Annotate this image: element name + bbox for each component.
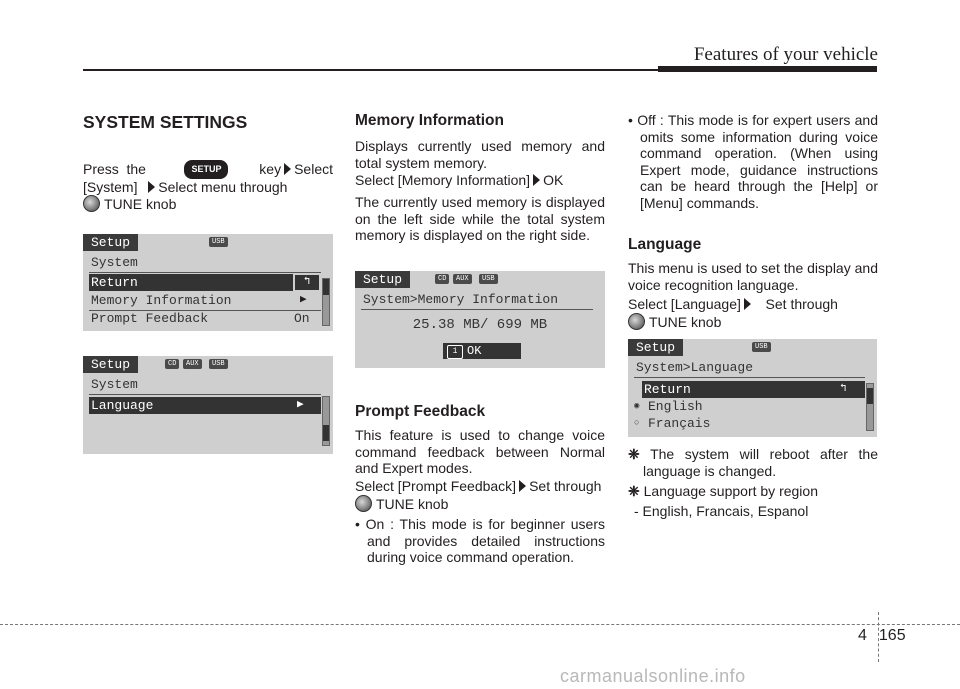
cd-badge: CD [165, 359, 179, 369]
screen-divider [361, 309, 593, 310]
note-icon: ❈ [628, 483, 640, 499]
memory-value: 25.38 MB/ 699 MB [412, 317, 548, 333]
language-select: Select [Language] Set through TUNE knob [628, 296, 838, 330]
system-settings-instructions: Press the SETUP key Select [System] Select menu through TUNE knob [83, 161, 334, 212]
screen-row-language: Language [89, 397, 321, 414]
section-heading-language: Language [628, 236, 702, 253]
memory-select: Select [Memory Information] OK [355, 172, 564, 188]
section-heading-prompt: Prompt Feedback [355, 403, 486, 420]
section-heading-system-settings: SYSTEM SETTINGS [83, 112, 248, 132]
screen-row-english: English [648, 399, 703, 414]
chapter-number: 4 [858, 627, 867, 644]
note-languages: - English, Francais, Espanol [634, 503, 809, 519]
screen-title: System>Language [636, 360, 754, 375]
chevron-right-icon: ▶ [300, 294, 307, 306]
chevron-right-icon: ▶ [297, 399, 304, 411]
screen-row-memory: Memory Information [91, 293, 232, 308]
number-badge-icon: 1 [447, 345, 463, 359]
screen-title: System [91, 377, 138, 392]
note-reboot: ❈ The system will reboot after the language is changed. [628, 446, 878, 479]
note-language-support: ❈ Language support by region [628, 483, 818, 499]
screen-row-return: Return [642, 381, 865, 398]
scrollbar [866, 383, 874, 431]
prompt-select: Select [Prompt Feedback] Set through TUNE knob [355, 478, 602, 512]
scrollbar [322, 278, 330, 326]
return-icon: ↰ [295, 275, 319, 290]
screen-row-prompt: Prompt Feedback [91, 311, 209, 326]
memory-detail: The currently used memory is displayed on the left side while the total system memory is displayed on the right side. [355, 194, 605, 243]
header-rule [83, 69, 658, 71]
setup-language-screen [83, 356, 333, 454]
screen-row-return: Return [89, 274, 293, 291]
page-index: 165 [878, 627, 906, 644]
usb-badge: USB [752, 342, 771, 352]
arrow-icon [148, 181, 155, 193]
screen-divider [89, 272, 321, 273]
usb-badge: USB [479, 274, 498, 284]
scrollbar [322, 396, 330, 446]
screen-tab: Setup [83, 234, 138, 251]
bullet-off: • Off : This mode is for expert users and omits some information during voice command operation. (When using Expert mode, guidance instructions can be heard through the [Help] or [Menu] commands. [628, 112, 879, 211]
usb-badge: USB [209, 237, 228, 247]
arrow-icon [744, 298, 751, 310]
header-bar [658, 66, 877, 72]
radio-empty-icon: ○ [634, 418, 640, 428]
arrow-icon [284, 163, 291, 175]
radio-selected-icon: ◉ [634, 401, 640, 411]
screen-tab: Setup [83, 356, 138, 373]
bullet-on: • On : This mode is for beginner users and provides detailed instructions during voice command operation. [355, 516, 605, 565]
screen-divider [89, 394, 321, 395]
setup-key-icon: SETUP [184, 160, 228, 179]
tune-knob-icon [355, 495, 372, 512]
footer-rule [0, 624, 960, 625]
return-icon: ↰ [840, 383, 847, 395]
tune-knob-icon [628, 313, 645, 330]
tune-knob-icon [83, 195, 100, 212]
screen-divider [634, 377, 865, 378]
ok-label: OK [467, 344, 482, 358]
screen-title: System [91, 255, 138, 270]
header-title: Features of your vehicle [693, 44, 878, 65]
aux-badge: AUX [183, 359, 202, 369]
screen-title: System>Memory Information [363, 292, 559, 307]
memory-info-screen [355, 271, 605, 368]
language-desc: This menu is used to set the display and voice recognition language. [628, 260, 878, 293]
usb-badge: USB [209, 359, 228, 369]
ok-button [443, 343, 521, 359]
cd-badge: CD [435, 274, 449, 284]
watermark: carmanualsonline.info [560, 666, 746, 686]
language-screen [628, 339, 877, 437]
section-heading-memory: Memory Information [355, 112, 504, 129]
arrow-icon [533, 174, 540, 186]
arrow-icon [519, 480, 526, 492]
screen-row-francais: Français [648, 416, 711, 431]
page-number [858, 627, 906, 645]
on-value: On [294, 311, 310, 326]
prompt-desc: This feature is used to change voice command feedback between Normal and Expert modes. [355, 427, 605, 476]
note-icon: ❈ [628, 446, 640, 462]
screen-tab: Setup [355, 271, 410, 288]
memory-desc: Displays currently used memory and total system memory. [355, 138, 605, 171]
setup-system-screen [83, 234, 333, 331]
screen-tab: Setup [628, 339, 683, 356]
aux-badge: AUX [453, 274, 472, 284]
